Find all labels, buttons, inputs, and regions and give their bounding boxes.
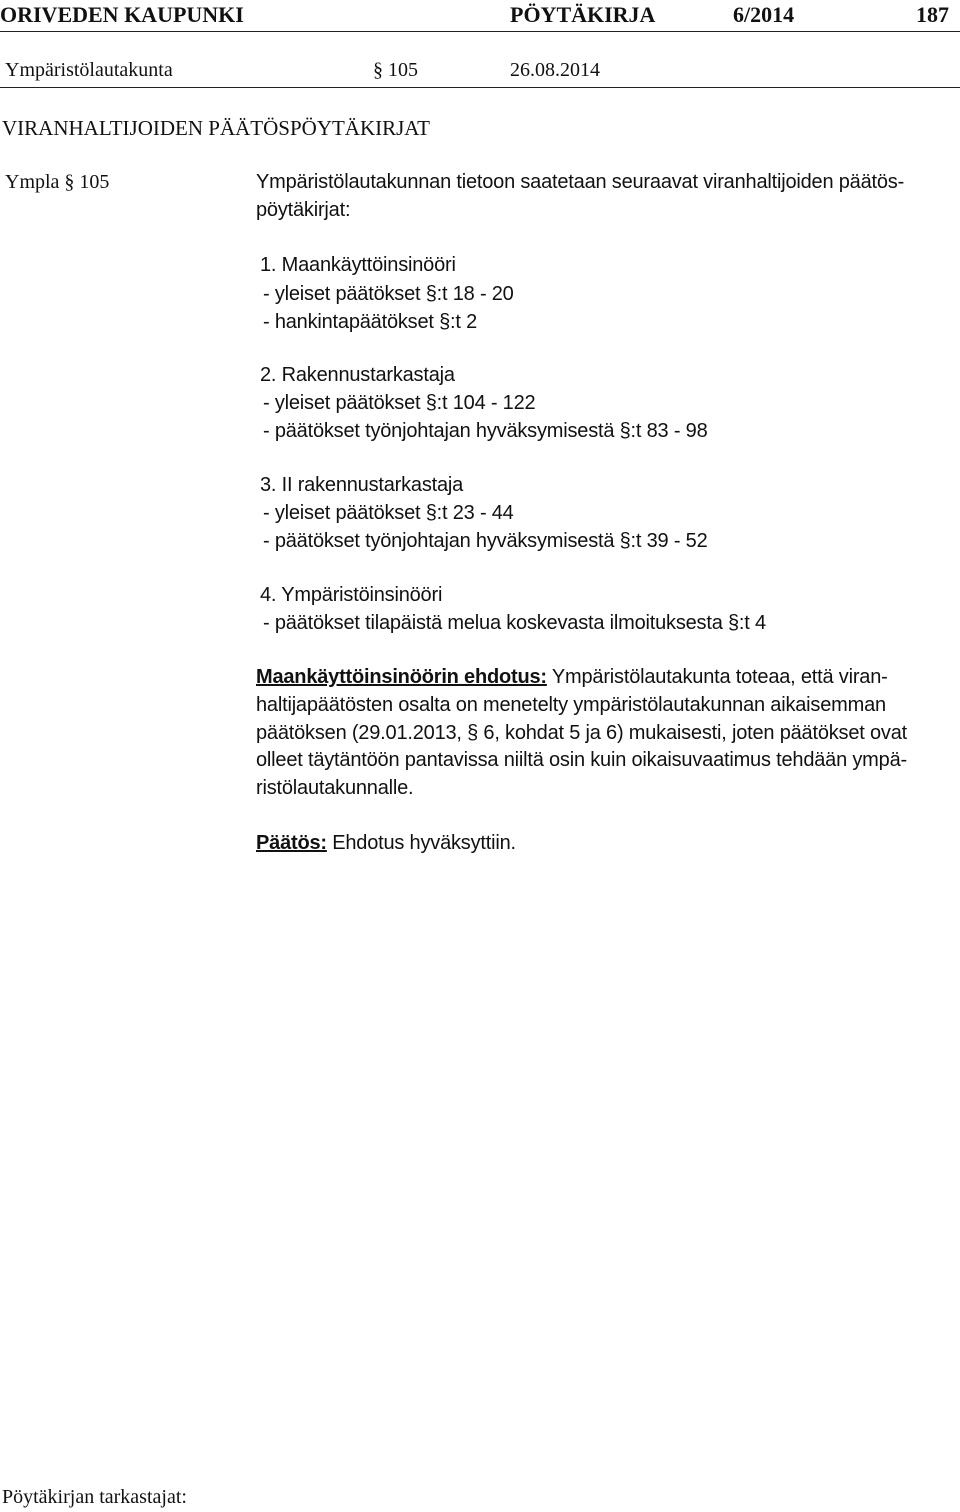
decision-label: Päätös:: [256, 832, 327, 854]
item-4-title: 4. Ympäristöinsinööri: [260, 584, 443, 606]
item-1-sub-1: - yleiset päätökset §:t 18 - 20: [263, 283, 514, 305]
reference: Ympla § 105: [5, 171, 110, 193]
item-1-sub-2: - hankintapäätökset §:t 2: [263, 311, 478, 333]
decision-line: [256, 833, 516, 853]
meeting-date: 26.08.2014: [510, 59, 600, 81]
item-2-sub-2: - päätökset työnjohtajan hyväksymisestä §:t 83 - 98: [263, 420, 708, 442]
proposal-line-2: haltijapäätösten osalta on menetelty ympäristölautakunnan aikaisemman: [256, 694, 886, 716]
proposal-text-1: Ympäristölautakunta toteaa, että viran-: [546, 666, 888, 688]
org-name: ORIVEDEN KAUPUNKI: [0, 2, 244, 27]
doc-type: PÖYTÄKIRJA: [510, 2, 656, 27]
item-2-title: 2. Rakennustarkastaja: [260, 364, 455, 386]
proposal-label: Maankäyttöinsinöörin ehdotus:: [256, 666, 547, 688]
item-1-title: 1. Maankäyttöinsinööri: [260, 254, 456, 276]
page-title: VIRANHALTIJOIDEN PÄÄTÖSPÖYTÄKIRJAT: [2, 116, 430, 140]
section-number: § 105: [373, 59, 418, 81]
decision-text: Ehdotus hyväksyttiin.: [326, 832, 516, 854]
board-name: Ympäristölautakunta: [5, 59, 173, 81]
item-3-sub-2: - päätökset työnjohtajan hyväksymisestä §:t 39 - 52: [263, 530, 708, 552]
header-rule-top: [0, 31, 960, 32]
intro-line-2: pöytäkirjat:: [256, 199, 351, 221]
proposal-line-3: päätöksen (29.01.2013, § 6, kohdat 5 ja 6) mukaisesti, joten päätökset ovat: [256, 722, 907, 744]
item-3-title: 3. II rakennustarkastaja: [260, 474, 464, 496]
footer-signers: Pöytäkirjan tarkastajat:: [2, 1486, 187, 1508]
item-3-sub-1: - yleiset päätökset §:t 23 - 44: [263, 502, 514, 524]
proposal-line-4: olleet täytäntöön pantavissa niiltä osin kuin oikaisuvaatimus tehdään ympä-: [256, 749, 907, 771]
intro-line-1: Ympäristölautakunnan tietoon saatetaan seuraavat viranhaltijoiden päätös-: [256, 171, 905, 193]
page-number: 187: [916, 2, 949, 27]
item-2-sub-1: - yleiset päätökset §:t 104 - 122: [263, 392, 536, 414]
item-4-sub-1: - päätökset tilapäistä melua koskevasta ilmoituksesta §:t 4: [263, 612, 766, 634]
proposal-line-1: [256, 667, 888, 687]
header-rule-bottom: [0, 87, 960, 88]
issue-number: 6/2014: [733, 2, 795, 27]
proposal-line-5: ristölautakunnalle.: [256, 777, 414, 799]
